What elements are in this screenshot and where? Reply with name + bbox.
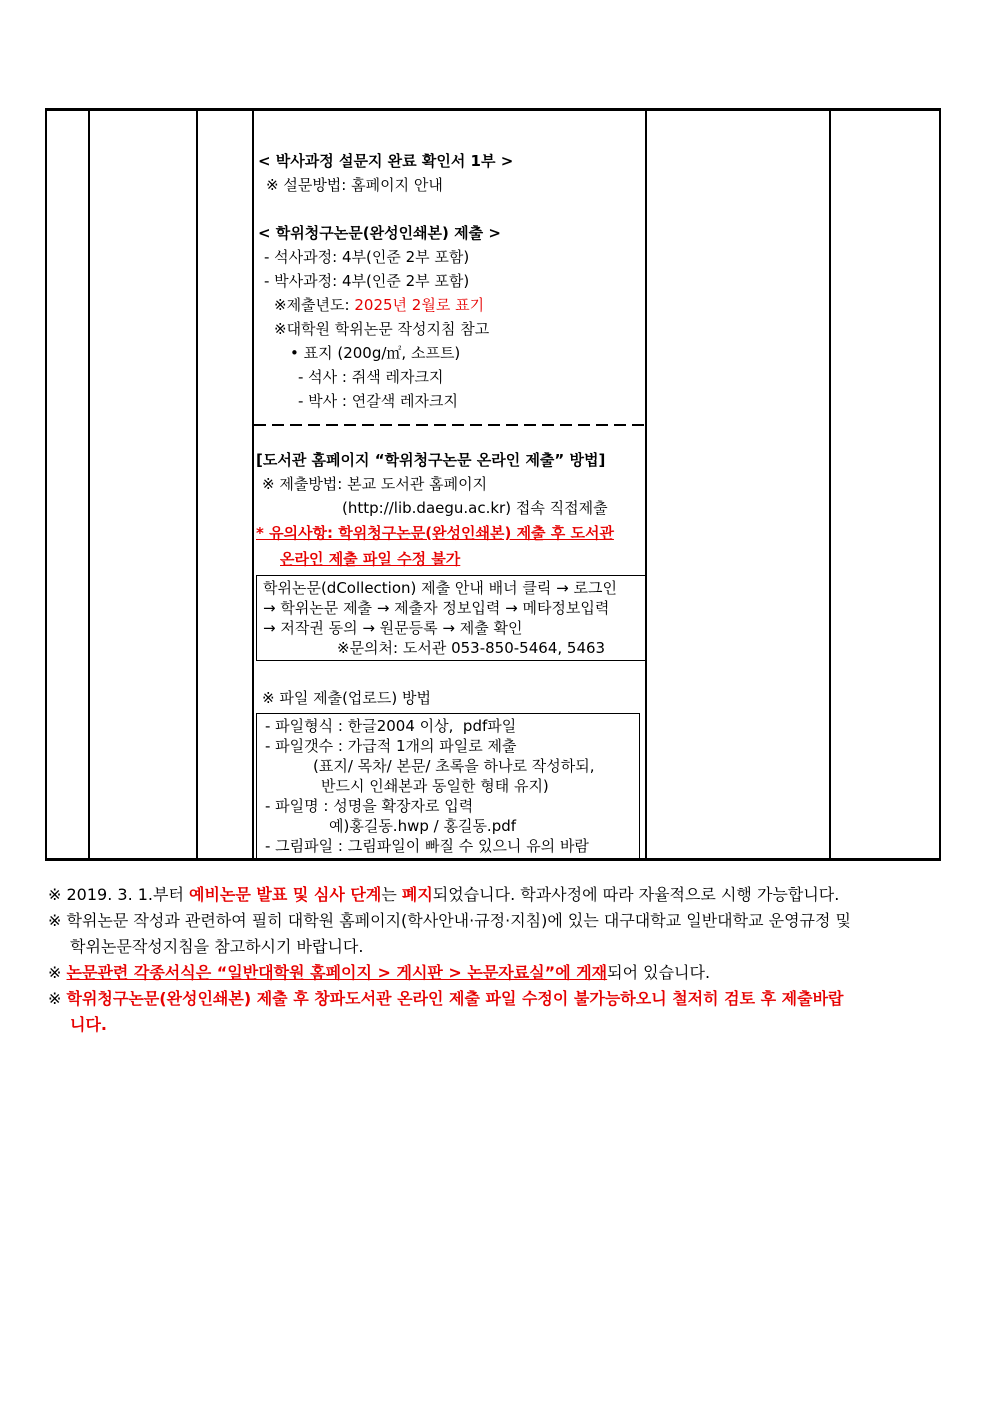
online-warning-line-1: * 유의사항: 학위청구논문(완성인쇄본) 제출 후 도서관	[256, 524, 614, 542]
writing-guide-line: ※대학원 학위논문 작성지침 참고	[274, 320, 490, 338]
note-abolished-preliminary	[48, 882, 978, 908]
note2-text-2: 학위논문작성지침을 참고하시기 바랍니다.	[70, 937, 364, 956]
file-rules-box	[256, 713, 640, 858]
file-count-note-2: 반드시 인쇄본과 동일한 형태 유지)	[321, 777, 549, 795]
note-marker: ※	[48, 911, 67, 930]
note-marker: ※	[48, 989, 67, 1008]
table-cell-main-content	[254, 111, 647, 858]
table-cell-empty-1	[47, 111, 90, 858]
note-regulations-line-1	[48, 908, 978, 934]
doctoral-survey-title: < 박사과정 설문지 완료 확인서 1부 >	[258, 152, 514, 170]
note-forms-location	[48, 960, 978, 986]
note2-text-1: 학위논문 작성과 관련하여 필히 대학원 홈페이지(학사안내·규정·지침)에 있는 대구대학교 일반대학교 운영규정 및	[66, 911, 851, 930]
note3-red-underlined: 논문관련 각종서식은 “일반대학원 홈페이지 > 게시판 > 논문자료실”에 게재	[66, 963, 608, 982]
note1-red-phrase: 예비논문 발표 및 심사 단계	[189, 885, 382, 904]
note1-prefix: 2019. 3. 1.부터	[66, 885, 190, 904]
table-cell-empty-6	[831, 111, 941, 858]
footnotes	[48, 882, 978, 1038]
file-count-line: - 파일갯수 : 가급적 1개의 파일로 제출	[265, 737, 517, 755]
submit-master-line: - 석사과정: 4부(인준 2부 포함)	[264, 248, 470, 266]
note-no-file-edit-line-1	[48, 986, 978, 1012]
note-marker: ※	[48, 885, 67, 904]
cover-doctor-line: - 박사 : 연갈색 레자크지	[298, 392, 458, 410]
year-label: ※제출년도:	[274, 296, 355, 314]
note4-red-2: 니다.	[70, 1015, 107, 1034]
image-file-line: - 그림파일 : 그림파일이 빠질 수 있으니 유의 바람	[265, 837, 589, 855]
note-marker: ※	[48, 963, 67, 982]
cover-spec-line: • 표지 (200g/㎡, 소프트)	[290, 344, 461, 362]
dcollection-contact: ※문의처: 도서관 053-850-5464, 5463	[337, 639, 606, 657]
dcollection-step-2: → 학위논문 제출 → 제출자 정보입력 → 메타정보입력	[263, 599, 610, 617]
dcollection-step-1: 학위논문(dCollection) 제출 안내 배너 클릭 → 로그인	[263, 579, 617, 597]
note-no-file-edit-line-2	[48, 1012, 978, 1038]
dashed-rule	[254, 424, 645, 426]
dcollection-step-3: → 저작권 동의 → 원문등록 → 제출 확인	[263, 619, 523, 637]
note1-mid: 는	[381, 885, 402, 904]
dashed-separator	[254, 424, 645, 448]
table-cell-empty-2	[90, 111, 198, 858]
note1-red-abolished: 폐지	[401, 885, 433, 904]
note1-suffix: 되었습니다. 학과사정에 따라 자율적으로 시행 가능합니다.	[432, 885, 840, 904]
blank-line	[254, 197, 645, 221]
thesis-submit-title: < 학위청구논문(완성인쇄본) 제출 >	[258, 224, 501, 242]
file-format-line: - 파일형식 : 한글2004 이상, pdf파일	[265, 717, 517, 735]
file-name-example: 예)홍길동.hwp / 홍길동.pdf	[329, 817, 517, 835]
table-cell-empty-3	[198, 111, 254, 858]
upload-method-title: ※ 파일 제출(업로드) 방법	[262, 689, 431, 707]
note-regulations-line-2	[48, 934, 978, 960]
year-value: 2025년 2월로 표기	[354, 296, 485, 314]
library-online-title: [도서관 홈페이지 “학위청구논문 온라인 제출” 방법]	[256, 451, 606, 469]
online-method-line: ※ 제출방법: 본교 도서관 홈페이지	[262, 475, 488, 493]
survey-method-line: ※ 설문방법: 홈페이지 안내	[266, 176, 443, 194]
file-count-note-1: (표지/ 목차/ 본문/ 초록을 하나로 작성하되,	[313, 757, 595, 775]
online-warning-line-2: 온라인 제출 파일 수정 불가	[280, 550, 461, 568]
note4-red-1: 학위청구논문(완성인쇄본) 제출 후 창파도서관 온라인 제출 파일 수정이 불가능하오니 철저히 검토 후 제출바랍	[66, 989, 844, 1008]
thesis-schedule-table	[45, 108, 941, 861]
cover-master-line: - 석사 : 쥐색 레자크지	[298, 368, 444, 386]
submit-year-line	[254, 293, 645, 317]
library-url-line: (http://lib.daegu.ac.kr) 접속 직접제출	[342, 499, 608, 517]
dcollection-steps-box	[256, 575, 645, 661]
note3-suffix: 되어 있습니다.	[607, 963, 711, 982]
file-name-line: - 파일명 : 성명을 확장자로 입력	[265, 797, 474, 815]
submit-doctor-line: - 박사과정: 4부(인준 2부 포함)	[264, 272, 470, 290]
table-cell-empty-5	[647, 111, 831, 858]
